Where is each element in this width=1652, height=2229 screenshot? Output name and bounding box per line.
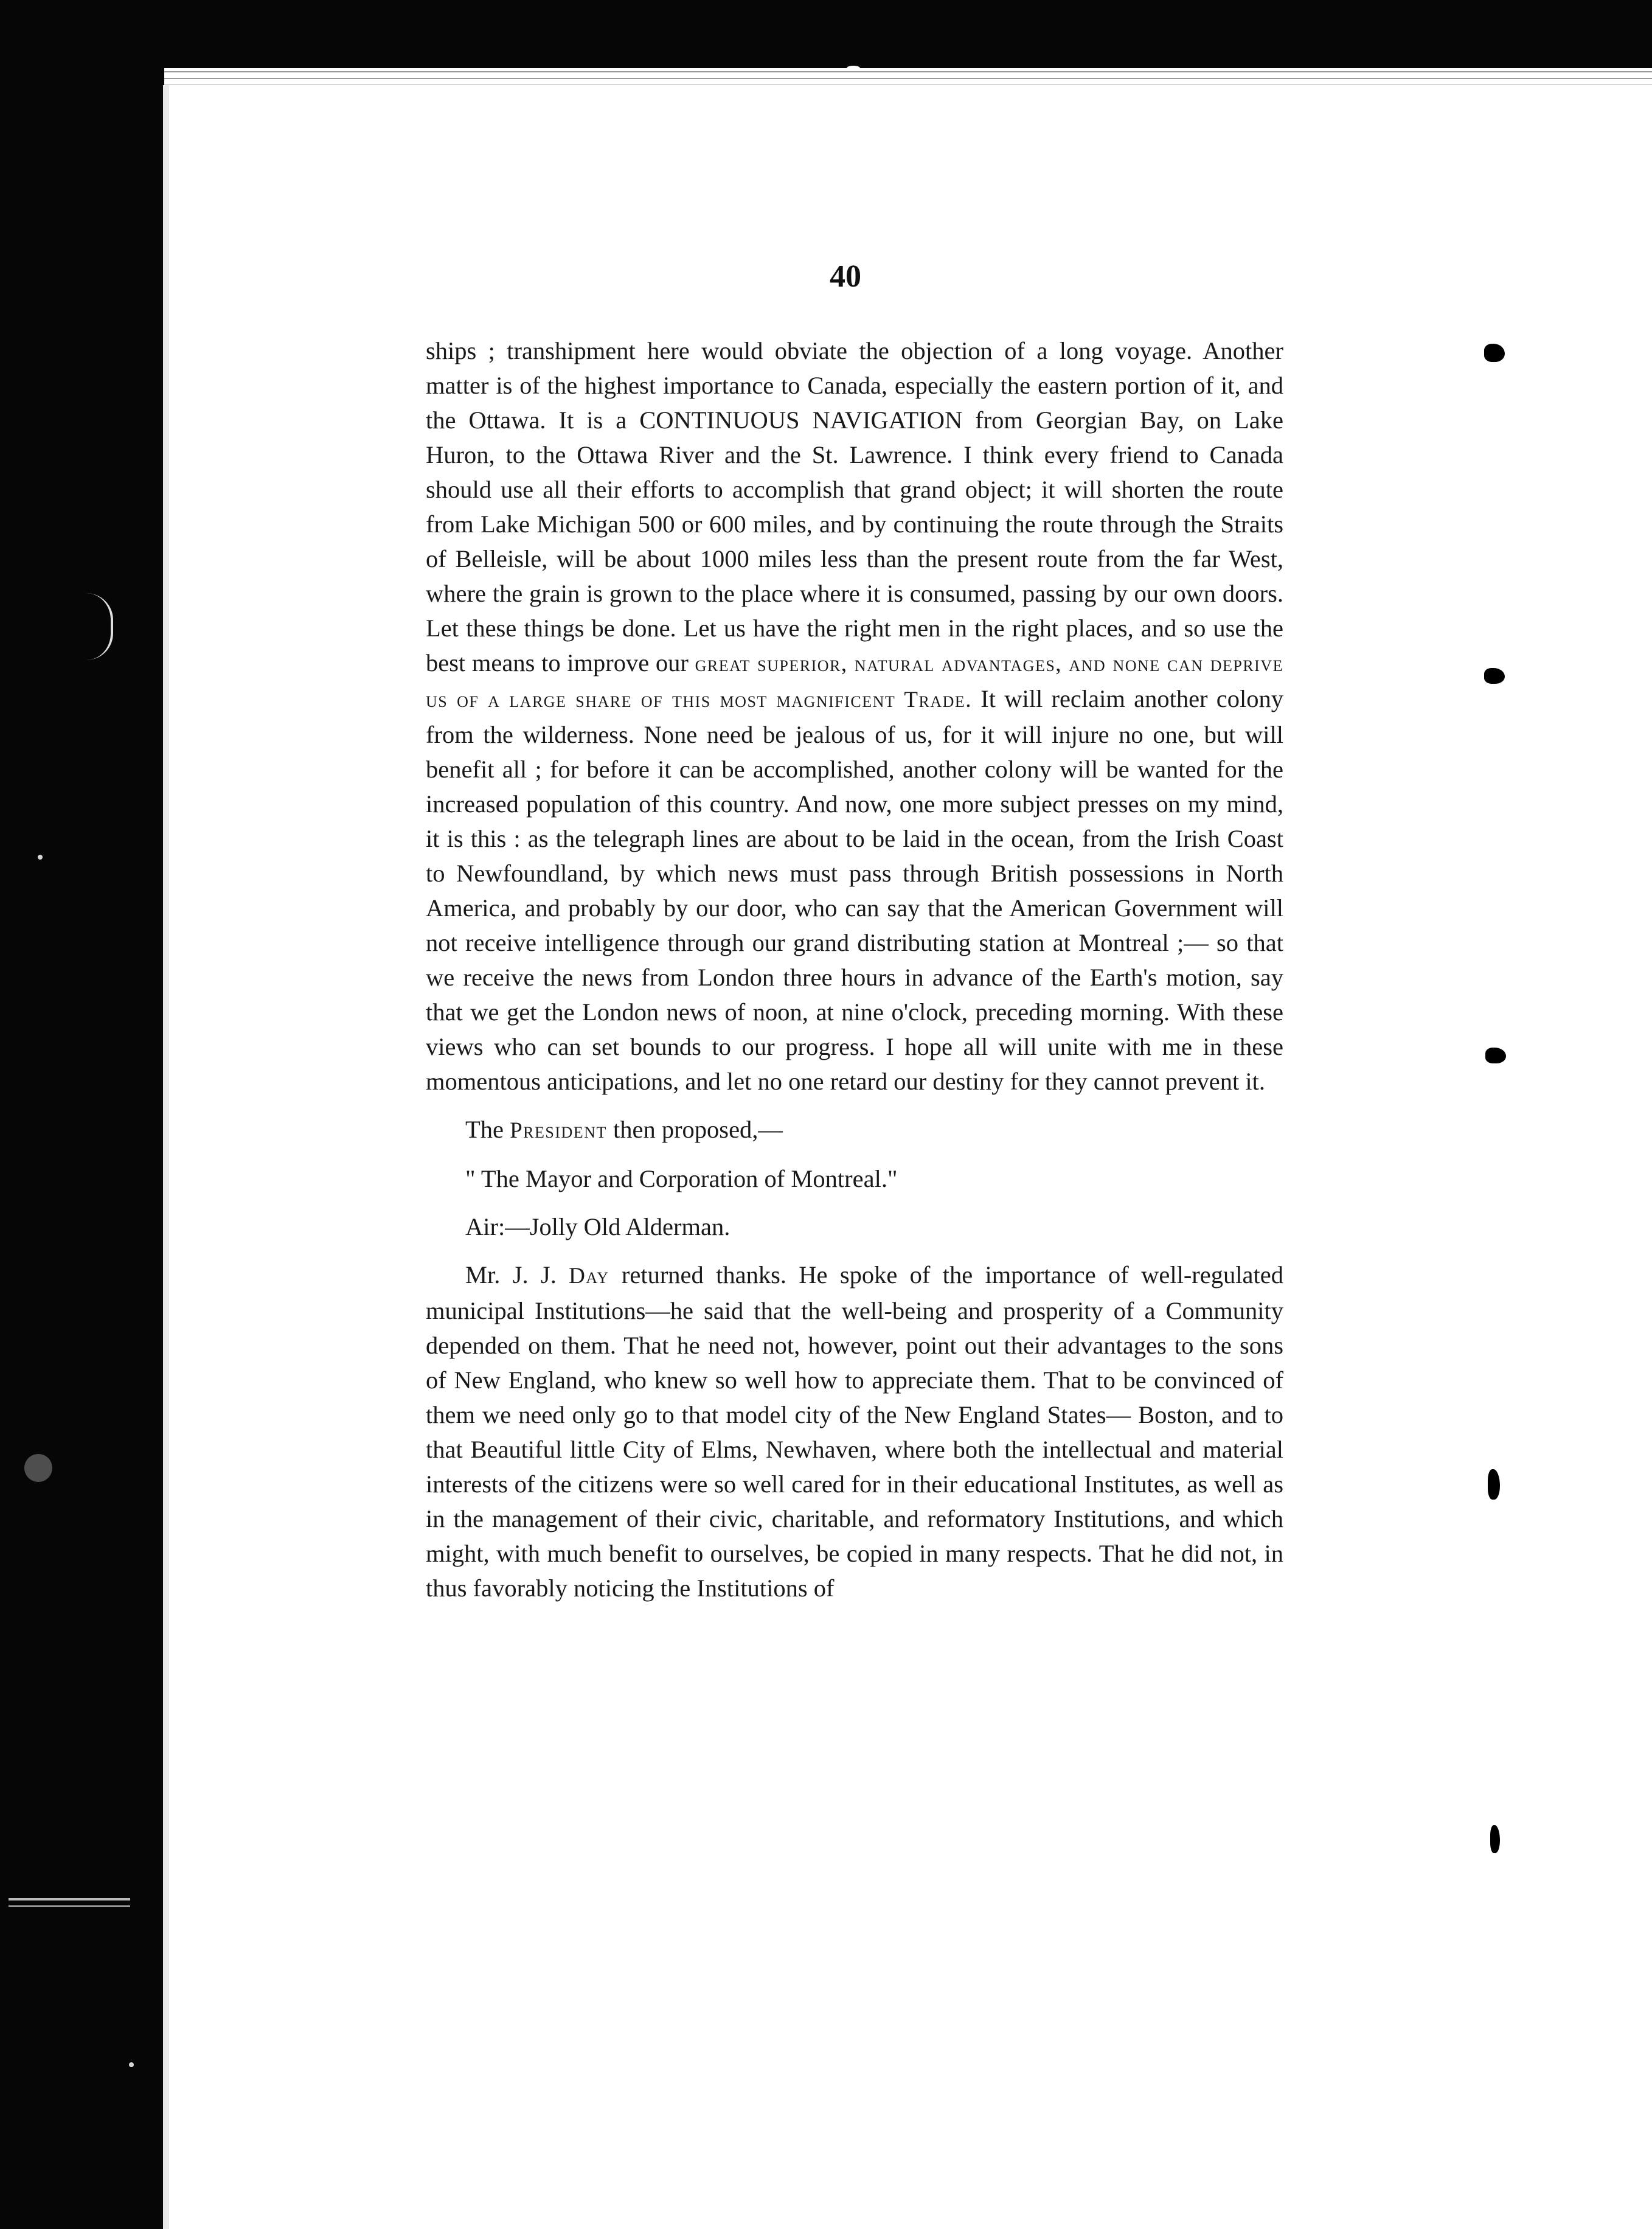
text-run: " The Mayor and Corporation of Montreal." xyxy=(465,1165,898,1192)
scan-speck xyxy=(38,855,43,860)
text-run: Mr. J. J. xyxy=(465,1261,569,1288)
paragraph xyxy=(426,1257,1283,1605)
scan-mark xyxy=(9,1898,130,1900)
paragraph xyxy=(426,1209,1283,1244)
text-run: returned thanks. He spoke of the importance of well-regulated municipal Institutions—he said that the well-being and prosperity of a Community depended on them. That he need not, however, point out their advantages to the sons of New England, who knew so well how to appreciate them. That to be convinced of them we need only go to that model city of the New England States— Boston, and to that Beautiful little City of Elms, Newhaven, where both the intellectual and material interests of the citizens were so well cared for in their educational Institutes, as well as in the management of their civic, charitable, and reformatory Institutions, and which might, with much benefit to ourselves, be copied in many respects. That he did not, in thus favorably noticing the Institutions of xyxy=(426,1261,1283,1602)
small-caps-text: great superior, natural advantages, and none can deprive us of a large share of this most magnificent Trade. xyxy=(426,652,1283,712)
paragraph xyxy=(426,1161,1283,1196)
body-text xyxy=(426,333,1283,1605)
small-caps-text: Day xyxy=(569,1264,609,1288)
margin-mark xyxy=(1484,668,1505,684)
scan-speck xyxy=(24,1454,52,1482)
page-number: 40 xyxy=(830,259,861,294)
margin-mark xyxy=(1488,1469,1500,1500)
margin-mark xyxy=(1490,1825,1500,1853)
text-run: Air:—Jolly Old Alderman. xyxy=(465,1213,731,1240)
margin-mark xyxy=(1485,1048,1506,1063)
text-run: then proposed,— xyxy=(606,1116,783,1143)
text-run: The xyxy=(465,1116,510,1143)
text-run: It will reclaim another colony from the wilderness. None need be jealous of us, for it will injure no one, but will benefit all ; for before it can be accomplished, another colony will be wanted for the increased population of this country. And now, one more subject presses on my mind, it is this : as the telegraph lines are about to be laid in the ocean, from the Irish Coast to Newfoundland, by which news must pass through British possessions in North America, and probably by our door, who can say that the American Government will not receive intelligence through our grand distributing station at Montreal ;— so that we receive the news from London three hours in advance of the Earth's motion, say that we get the London news of noon, at nine o'clock, preceding morning. With these views who can set bounds to our progress. I hope all will unite with me in these momentous anticipations, and let no one retard our destiny for they cannot prevent it. xyxy=(426,685,1283,1095)
scan-speck xyxy=(129,2062,134,2067)
page-gutter xyxy=(163,85,201,2229)
page-edge xyxy=(164,68,1652,86)
small-caps-text: President xyxy=(510,1118,607,1143)
text-run: ships ; transhipment here would obviate the objection of a long voyage. Another matter is of the highest importance to Canada, especially the eastern portion of it, and the Ottawa. It is a CONTINUOUS NAVIGATION from Georgian Bay, on Lake Huron, to the Ottawa River and the St. Lawrence. I think every friend to Canada should use all their efforts to accomplish that grand object; it will shorten the route from Lake Michigan 500 or 600 miles, and by continuing the route through the Straits of Belleisle, will be about 1000 miles less than the present route from the far West, where the grain is grown to the place where it is consumed, passing by our own doors. Let these things be done. Let us have the right men in the right places, and so use the best means to improve our xyxy=(426,337,1283,676)
margin-mark xyxy=(1484,344,1505,362)
paragraph xyxy=(426,1112,1283,1148)
scan-mark xyxy=(9,1905,130,1907)
paragraph xyxy=(426,333,1283,1099)
scan-bracket-mark xyxy=(86,593,113,660)
